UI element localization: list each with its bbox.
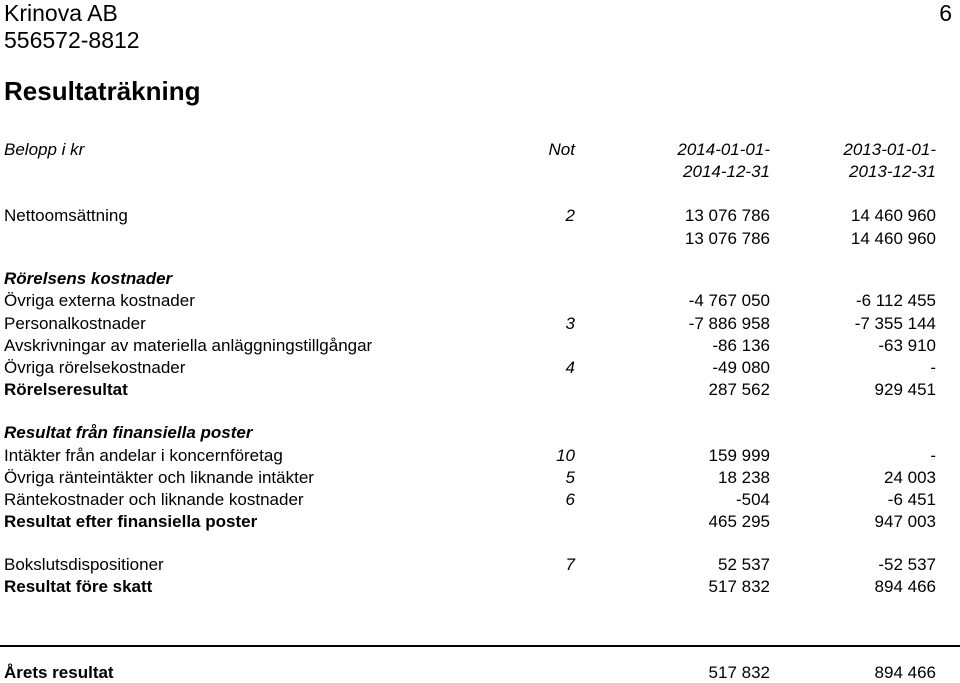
row-label-group-income: Intäkter från andelar i koncernföretag [4, 446, 283, 465]
column-header-label: Belopp i kr [4, 140, 85, 159]
row-value-prior-operating-result: 929 451 [874, 380, 936, 399]
row-note-interest-income: 5 [565, 468, 575, 487]
row-value-prior-result-after-financial: 947 003 [874, 512, 936, 531]
row-value-prior-other-operating: - [930, 358, 936, 377]
row-label-operating-result: Rörelseresultat [4, 380, 128, 399]
row-value-current-result-after-financial: 465 295 [708, 512, 770, 531]
row-note-personnel: 3 [565, 314, 575, 333]
row-value-prior-interest-expense: -6 451 [887, 490, 936, 509]
total-divider-line [0, 645, 960, 647]
row-value-prior-appropriations: -52 537 [878, 555, 936, 574]
row-value-current-appropriations: 52 537 [718, 555, 770, 574]
row-value-prior-group-income: - [930, 446, 936, 465]
column-header-period1-start: 2014-01-01- [677, 140, 770, 159]
company-name: Krinova AB [4, 0, 118, 26]
row-value-prior-net-result: 894 466 [874, 663, 936, 682]
row-value-prior-interest-income: 24 003 [884, 468, 936, 487]
row-value-prior-net-sales: 14 460 960 [850, 206, 936, 225]
row-value-current-interest-expense: -504 [735, 490, 770, 509]
page-number: 6 [939, 0, 952, 26]
page-title: Resultaträkning [4, 76, 201, 106]
row-label-appropriations: Bokslutsdispositioner [4, 555, 164, 574]
row-note-interest-expense: 6 [565, 490, 575, 509]
column-header-period1-end: 2014-12-31 [683, 162, 770, 181]
row-value-current-result-before-tax: 517 832 [708, 577, 770, 596]
row-note-net-sales: 2 [565, 206, 575, 225]
section-heading-operating-costs: Rörelsens kostnader [4, 269, 173, 288]
row-label-interest-income: Övriga ränteintäkter och liknande intäkter [4, 468, 314, 487]
row-label-interest-expense: Räntekostnader och liknande kostnader [4, 490, 304, 509]
row-label-depreciation: Avskrivningar av materiella anläggningstillgångar [4, 336, 373, 355]
row-value-current-other-external: -4 767 050 [688, 291, 770, 310]
column-header-period2-start: 2013-01-01- [843, 140, 936, 159]
row-value-prior-net-sales-sum: 14 460 960 [850, 229, 936, 248]
row-label-other-operating: Övriga rörelsekostnader [4, 358, 186, 377]
row-note-group-income: 10 [556, 446, 575, 465]
org-number: 556572-8812 [4, 27, 140, 53]
row-label-other-external: Övriga externa kostnader [4, 291, 195, 310]
row-label-result-before-tax: Resultat före skatt [4, 577, 153, 596]
row-note-other-operating: 4 [565, 358, 575, 377]
row-value-prior-personnel: -7 355 144 [854, 314, 936, 333]
row-value-prior-result-before-tax: 894 466 [874, 577, 936, 596]
row-label-result-after-financial: Resultat efter finansiella poster [4, 512, 258, 531]
row-value-prior-depreciation: -63 910 [878, 336, 936, 355]
row-label-net-sales: Nettoomsättning [4, 206, 128, 225]
row-label-personnel: Personalkostnader [4, 314, 146, 333]
row-value-current-group-income: 159 999 [708, 446, 770, 465]
row-value-current-net-sales: 13 076 786 [684, 206, 770, 225]
row-note-appropriations: 7 [565, 555, 575, 574]
section-heading-financial-items: Resultat från finansiella poster [4, 423, 253, 442]
row-value-current-depreciation: -86 136 [712, 336, 770, 355]
row-label-net-result: Årets resultat [4, 663, 114, 682]
row-value-current-operating-result: 287 562 [708, 380, 770, 399]
column-header-note: Not [548, 140, 575, 159]
row-value-prior-other-external: -6 112 455 [855, 291, 936, 310]
row-value-current-net-result: 517 832 [708, 663, 770, 682]
row-value-current-interest-income: 18 238 [718, 468, 770, 487]
row-value-current-net-sales-sum: 13 076 786 [684, 229, 770, 248]
column-header-period2-end: 2013-12-31 [849, 162, 936, 181]
row-value-current-other-operating: -49 080 [712, 358, 770, 377]
row-value-current-personnel: -7 886 958 [688, 314, 770, 333]
